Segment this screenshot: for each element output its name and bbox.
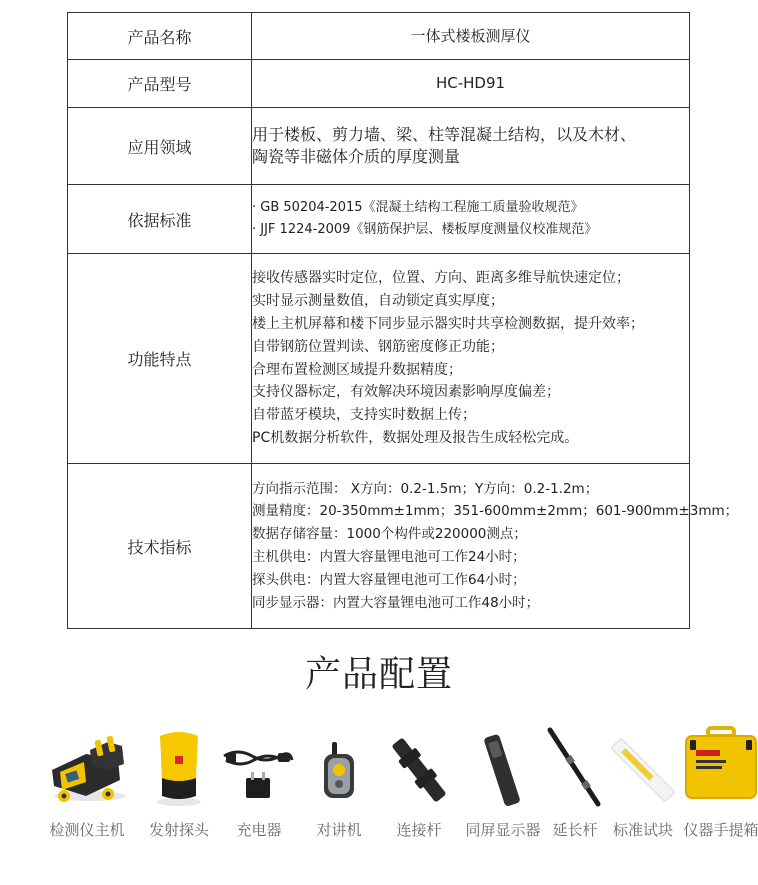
row-product-model	[68, 60, 690, 108]
host-device-icon	[46, 720, 128, 810]
row-key: 产品名称	[68, 13, 252, 60]
value-line: 接收传感器实时定位，位置、方向、距离多维导航快速定位；	[252, 270, 630, 287]
row-product-name	[68, 13, 690, 60]
config-item-calibration-block	[602, 720, 684, 870]
row-value	[252, 185, 690, 254]
value-line: 方向指示范围： X方向：0.2-1.5m；Y方向：0.2-1.2m；	[252, 480, 599, 497]
carry-case-icon	[680, 720, 758, 810]
item-label: 检测仪主机	[49, 821, 125, 839]
row-value	[252, 60, 690, 108]
value-line: 同步显示器：内置大容量锂电池可工作48小时；	[252, 594, 540, 611]
probe-icon	[138, 720, 220, 810]
config-item-sync-display	[462, 720, 544, 870]
calibration-block-icon	[602, 720, 684, 810]
config-item-walkie-talkie	[298, 720, 380, 870]
item-label: 仪器手提箱	[683, 821, 758, 839]
item-label: 发射探头	[148, 821, 209, 839]
item-label: 充电器	[236, 821, 282, 839]
value-line: · JJF 1224-2009《钢筋保护层、楼板厚度测量仪校准规范》	[252, 222, 598, 237]
row-key: 产品型号	[68, 60, 252, 108]
config-items	[40, 720, 758, 870]
walkie-talkie-icon	[298, 720, 380, 810]
value-line: 测量精度：20-350mm±1mm；351-600mm±2mm；601-900mm±3mm；	[252, 503, 739, 520]
row-key: 依据标准	[68, 185, 252, 254]
config-item-charger	[218, 720, 300, 870]
value-line: 自带蓝牙模块，支持实时数据上传；	[252, 407, 476, 424]
config-item-host	[46, 720, 128, 870]
row-standards	[68, 185, 690, 254]
value-line: 数据存储容量：1000个构件或220000测点；	[252, 526, 527, 543]
value-line: 楼上主机屏幕和楼下同步显示器实时共享检测数据，提升效率；	[252, 315, 644, 332]
item-label: 标准试块	[612, 821, 673, 839]
value-line: 实时显示测量数值，自动锁定真实厚度；	[252, 293, 504, 310]
row-key: 应用领域	[68, 108, 252, 185]
config-item-probe	[138, 720, 220, 870]
item-label: 同屏显示器	[465, 821, 541, 839]
row-key: 技术指标	[68, 464, 252, 629]
value-line: 探头供电：内置大容量锂电池可工作64小时；	[252, 571, 526, 588]
section-title: 产品配置	[304, 654, 453, 695]
value-line: 用于楼板、剪力墙、梁、柱等混凝土结构，以及木材、	[252, 125, 637, 144]
value-line: HC-HD91	[435, 74, 506, 93]
row-tech-specs	[68, 464, 690, 629]
spec-table	[67, 12, 739, 629]
value-line: 自带钢筋位置判读、钢筋密度修正功能；	[252, 338, 504, 355]
connecting-rod-icon	[378, 720, 460, 810]
row-value	[252, 254, 690, 464]
value-line: 陶瓷等非磁体介质的厚度测量	[252, 147, 461, 166]
sync-display-icon	[462, 720, 544, 810]
charger-icon	[218, 720, 300, 810]
value-line: 支持仪器标定，有效解决环境因素影响厚度偏差；	[252, 384, 560, 401]
row-key: 功能特点	[68, 254, 252, 464]
value-line: 一体式楼板测厚仪	[410, 26, 531, 45]
item-label: 连接杆	[396, 821, 442, 839]
value-line: 主机供电：内置大容量锂电池可工作24小时；	[252, 549, 526, 565]
item-label: 延长杆	[552, 821, 598, 839]
value-line: · GB 50204-2015《混凝土结构工程施工质量验收规范》	[252, 200, 584, 215]
row-value	[252, 108, 690, 185]
item-label: 对讲机	[316, 821, 362, 839]
config-item-connecting-rod	[378, 720, 460, 870]
row-features	[68, 254, 690, 464]
config-item-carry-case	[680, 720, 758, 870]
row-value	[252, 13, 690, 60]
row-value	[252, 464, 739, 629]
row-application	[68, 108, 690, 185]
value-line: PC机数据分析软件，数据处理及报告生成轻松完成。	[252, 429, 579, 446]
value-line: 合理布置检测区域提升数据精度；	[252, 361, 462, 378]
